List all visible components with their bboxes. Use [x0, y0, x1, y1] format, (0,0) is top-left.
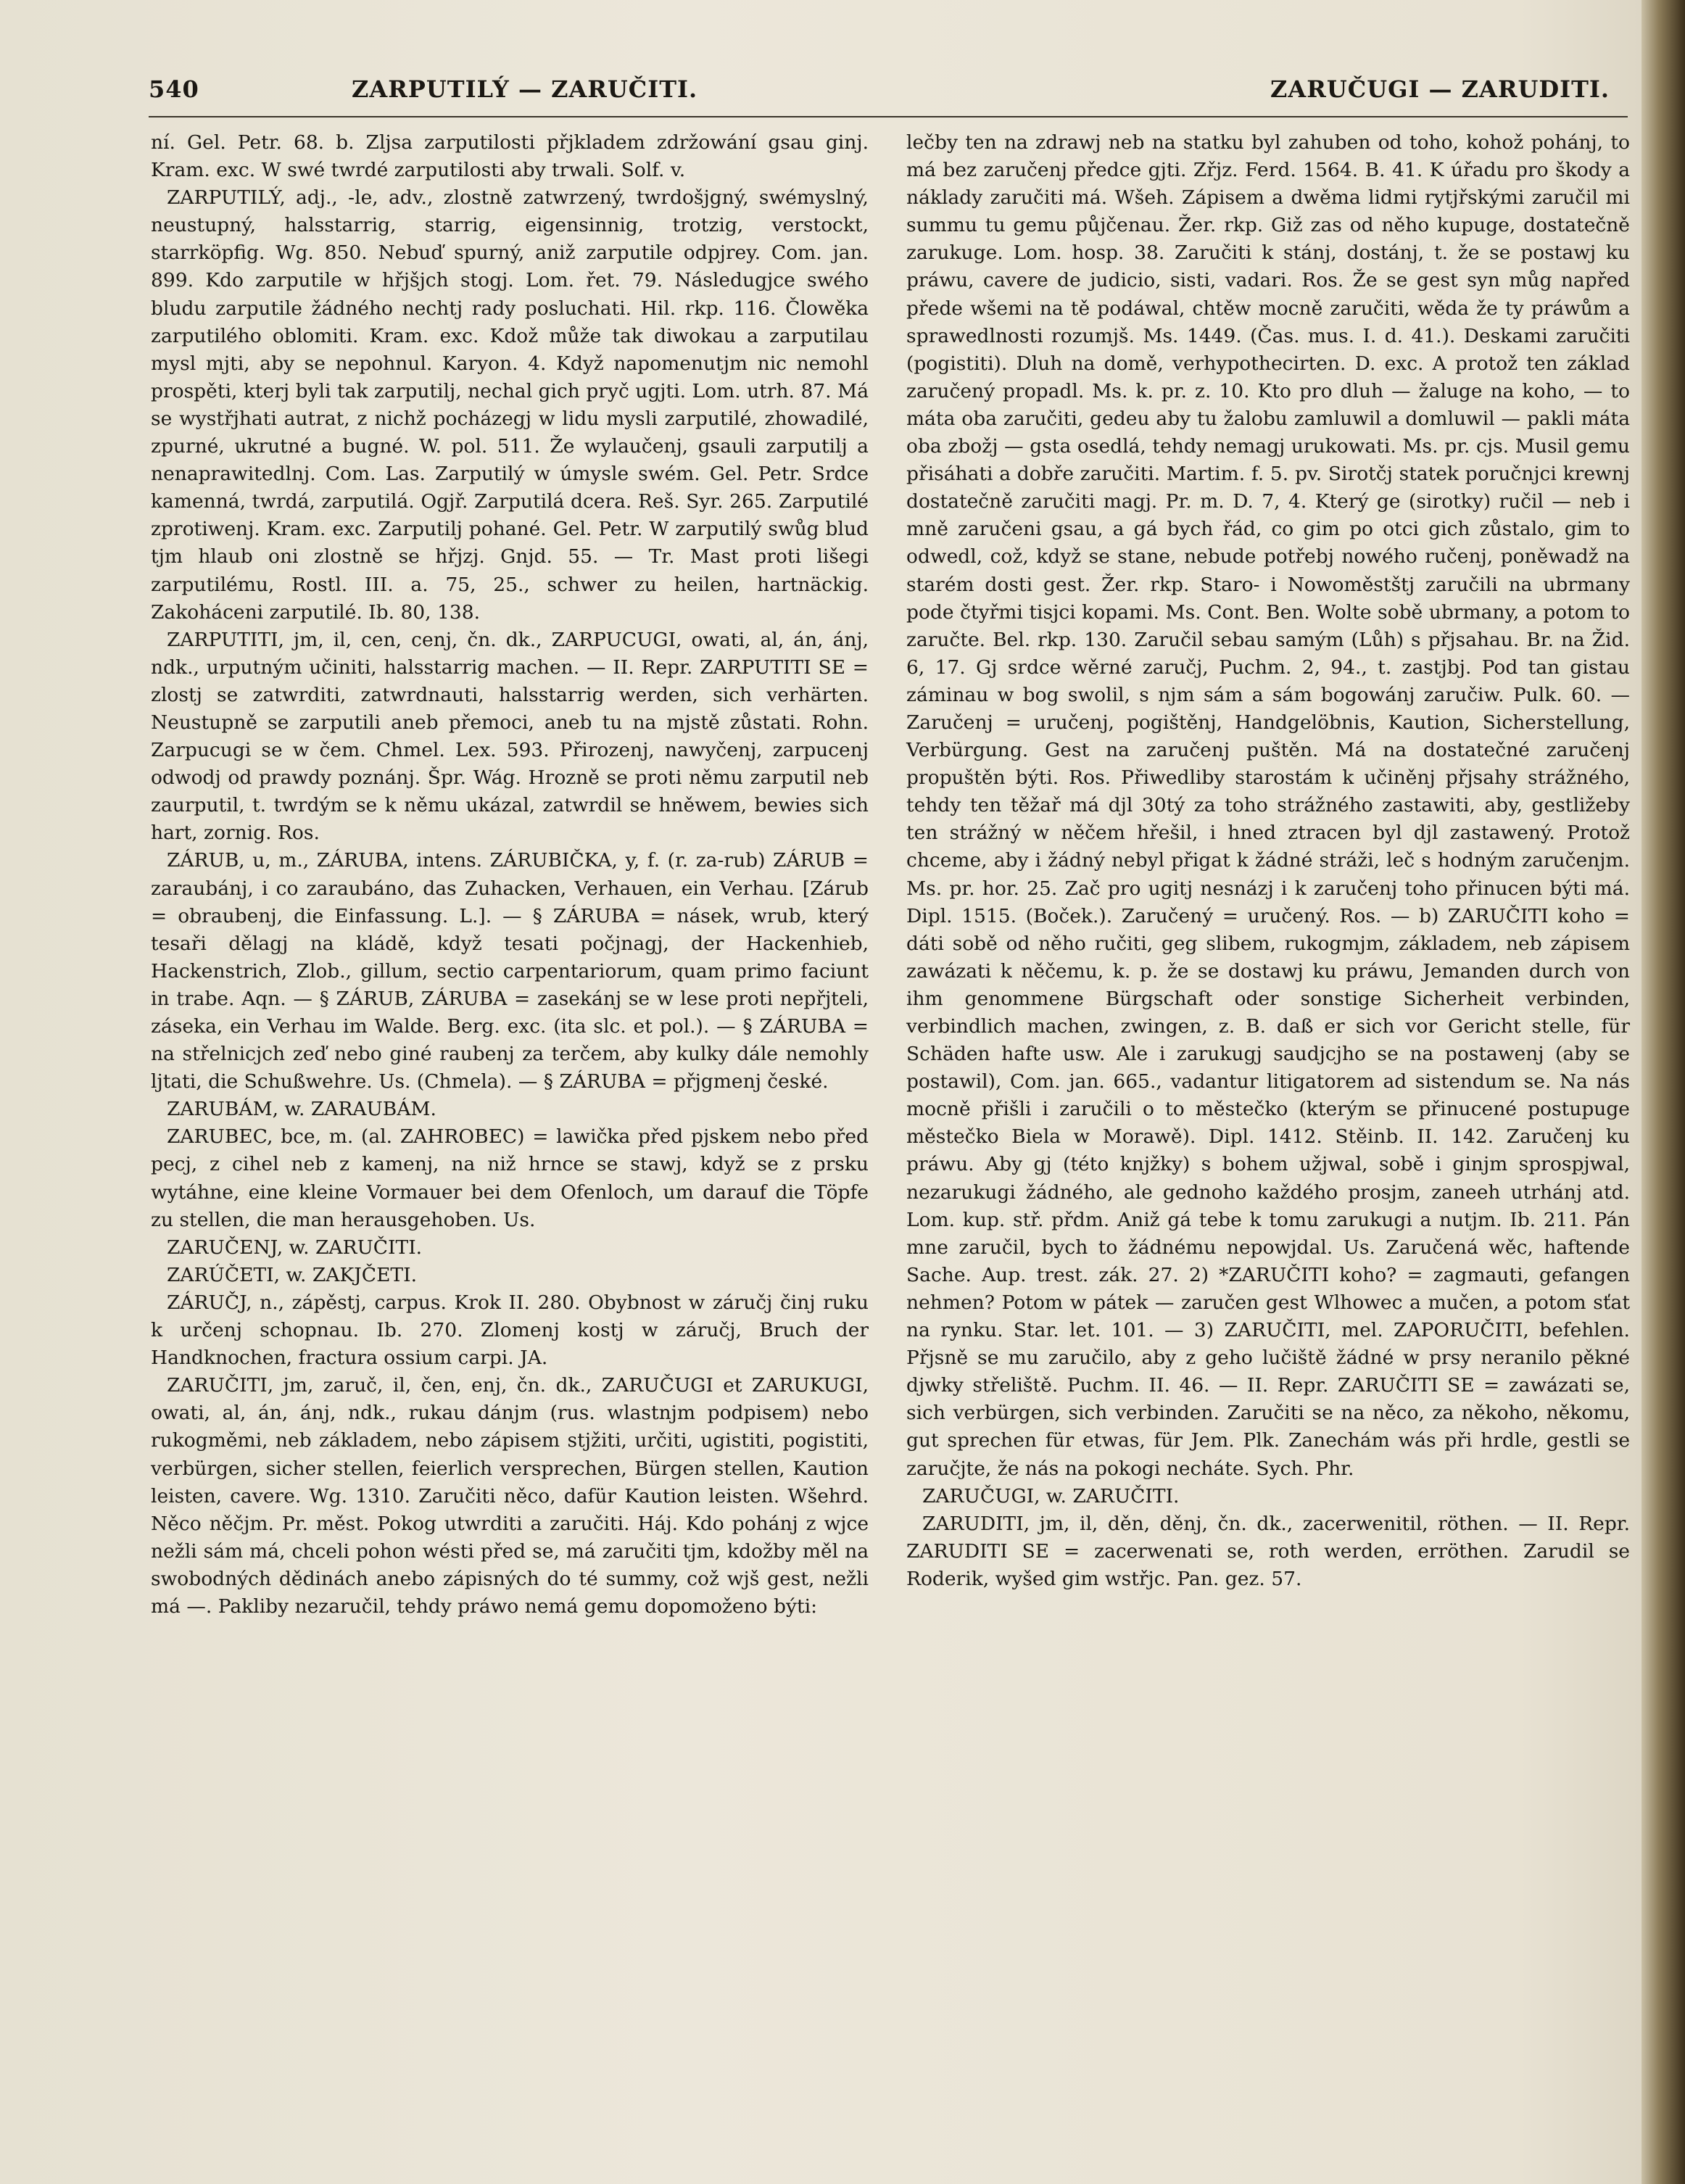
- entry-zarputily: ZARPUTILÝ, adj., -le, adv., zlostně zatwrzený, twrdošjgný, swémyslný, neustupný, halsstarrig, starrig, eigensinnig, trotzig, verstockt, starrköpfig. Wg. 850. Nebuď spurný, aniž zarputile odpjrey. Com. jan. 899. Kdo zarputile w hřjšjch stogj. Lom. řet. 79. Následugjce swého bludu zarputile žádného nechtj rady posluchati. Hil. rkp. 116. Člowěka zarputilého oblomiti. Kram. exc. Kdož může tak diwokau a zarputilau mysl mjti, aby se nepohnul. Karyon. 4. Když napomenutjm nic nemohl prospěti, kterj byli tak zarputilj, nechal gich pryč ugjti. Lom. utrh. 87. Má se wystřjhati autrat, z nichž pocházegj w lidu mysli zarputilé, zhowadilé, zpurné, ukrutné a bugné. W. pol. 511. Že wylaučenj, gsauli zarputilj a nenaprawitedlnj. Com. Las. Zarputilý w úmysle swém. Gel. Petr. Srdce kamenná, twrdá, zarputilá. Ogjř. Zarputilá dcera. Reš. Syr. 265. Zarputilé zprotiwenj. Kram. exc. Zarputilj pohané. Gel. Petr. W zarputilý swůg blud tjm hlaub oni zlostně se hřjzj. Gnjd. 55. — Tr. Mast proti lišegi zarputilému, Rostl. III. a. 75, 25., schwer zu heilen, hartnäckig. Zakoháceni zarputilé. Ib. 80, 138.: [151, 186, 869, 624]
- entry-zarputiti: ZARPUTITI, jm, il, cen, cenj, čn. dk., ZARPUCUGI, owati, al, án, ánj, ndk., urputným učiniti, halsstarrig machen. — II. Repr. ZARPUTITI SE = zlostj se zatwrditi, zatwrdnauti, halsstarrig werden, sich verhärten. Neustupně se zarputili aneb přemoci, aneb tu na mjstě zůstati. Rohn. Zarpucugi se w čem. Chmel. Lex. 593. Přirozenj, nawyčenj, zarpucenj odwodj od prawdy poznánj. Špr. Wág. Hrozně se proti němu zarputil neb zaurputil, t. twrdým se k němu ukázal, zatwrdil se hněwem, bewies sich hart, zornig. Ros.: [151, 628, 869, 845]
- entry-zaruciti-cont: lečby ten na zdrawj neb na statku byl zahuben od toho, kohož pohánj, to má bez zaručenj předce gjti. Zřjz. Ferd. 1564. B. 41. K úřadu pro škody a náklady zaručiti má. Wšeh. Zápisem a dwěma lidmi rytjřskými zaručil mi summu tu gemu půjčenau. Žer. rkp. Giž zas od něho kupuge, dostatečně zarukuge. Lom. hosp. 38. Zaručiti k stánj, dostánj, t. že se postawj ku práwu, cavere de judicio, sisti, vadari. Ros. Že se gest syn můg napřed přede wšemi na tě podáwal, chtěw mocně zaručiti, wěda že ty práwům a sprawedlnosti rozumjš. Ms. 1449. (Čas. mus. I. d. 41.). Deskami zaručiti (pogistiti). Dluh na domě, verhypothecirten. D. exc. A protož ten základ zaručený propadl. Ms. k. pr. z. 10. Kto pro dluh — žaluge na koho, — to máta oba zaručiti, gedeu aby tu žalobu zamluwil a domluwil — pakli máta oba zbožj — gsta osedlá, tehdy nemagj urukowati. Ms. pr. cjs. Musil gemu přisáhati a dobře zaručiti. Martim. f. 5. pv. Sirotčj statek poručnjci krewnj dostatečně zaručiti magj. Pr. m. D. 7, 4. Který ge (sirotky) ručil — neb i mně zaručeni gsau, a gá bych řád, co gim po otci gich zůstalo, gim to odwedl, což, když se stane, nebude potřebj nowého ručenj, poněwadž na starém dosti gest. Žer. rkp. Staro- i Nowoměstštj zaručili na ubrmany pode čtyřmi tisjci kopami. Ms. Cont. Ben. Wolte sobě ubrmany, a potom to zaručte. Bel. rkp. 130. Zaručil sebau samým (Lůh) s přjsahau. Br. na Žid. 6, 17. Gj srdce wěrné zaručj, Puchm. 2, 94., t. zastjbj. Pod tan gistau záminau w bog swolil, s njm sám a sám bogowánj zaručiw. Pulk. 60. — Zaručenj = uručenj, pogištěnj, Handgelöbnis, Kaution, Sicherstellung, Verbürgung. Gest na zaručenj puštěn. Má na dostatečné zaručenj propuštěn býti. Ros. Přiwedliby starostám k učiněnj přjsahy strážného, tehdy ten těžař má djl 30tý za toho strážného zastawiti, aby, gestližeby ten strážný w něčem hřešil, i hned ztracen byl djl zastawený. Protož chceme, aby i žádný nebyl přigat k žádné stráži, leč s hodným zaručenjm. Ms. pr. hor. 25. Zač pro ugitj nesnázj i k zaručenj toho přinucen býti má. Dipl. 1515. (Boček.). Zaručený = uručený. Ros. — b) ZARUČITI koho = dáti sobě od něho ručiti, geg slibem, rukogmjm, základem, neb zápisem zawázati k něčemu, k. p. že se dostawj ku práwu, Jemanden durch von ihm genommene Bürgschaft oder sonstige Sicherheit verbinden, verbindlich machen, zwingen, z. B. daß er sich vor Gericht stelle, für Schäden hafte usw. Ale i zarukugj saudjcjho se na postawenj (aby se postawil), Com. jan. 665., vadantur litigatorem ad sistendum se. Na nás mocně přišli i zaručili o to městečko (kterým se přinucené postupuge městečko Biela w Morawě). Dipl. 1412. Stěinb. II. 142. Zaručenj ku práwu. Aby gj (této knjžky) s bohem užjwal, sobě i ginjm sprospjwal, nezarukugi žádného, ale gednoho každého prosjm, zaneeh utrhánj atd. Lom. kup. stř. přdm. Aniž gá tebe k tomu zarukugi a nutjm. Ib. 211. Pán mne zaručil, bych to žádnému nepowjdal. Us. Zaručená wěc, haftende Sache. Aup. trest. zák. 27. 2) *ZARUČITI koho? = zagmauti, gefangen nehmen? Potom w pátek — zaručen gest Wlhowec a mučen, a potom sťat na rynku. Star. let. 101. — 3) ZARUČITI, mel. ZAPORUČITI, befehlen. Přjsně se mu zaručilo, aby z geho lučiště žádné w prsy neranilo pěkné djwky střeliště. Puchm. II. 46. — II. Repr. ZARUČITI SE = zawázati se, sich verbürgen, sich verbinden. Zaručiti se na něco, za někoho, někomu, gut sprechen für etwas, für Jem. Plk. Zanechám wás při hrdle, gestli se zaručjte, že nás na pokogi necháte. Sych. Phr.: [906, 131, 1630, 1480]
- entry-zarouceti: ZARÚČETI, w. ZAKJČETI.: [167, 1263, 417, 1286]
- left-running-head: ZARPUTILÝ — ZARUČITI.: [352, 75, 698, 103]
- right-column: [906, 129, 1630, 1593]
- entry-zarubec: ZARUBEC, bce, m. (al. ZAHROBEC) = lawička před pjskem nebo před pecj, z cihel neb z kamenj, na niž hrnce se stawj, když se z prsku wytáhne, eine kleine Vormauer bei dem Ofenloch, um darauf die Töpfe zu stellen, die man herausgehoben. Us.: [151, 1125, 869, 1231]
- entry-zaruditi: ZARUDITI, jm, il, děn, děnj, čn. dk., zacerwenitil, röthen. — II. Repr. ZARUDITI SE = zacerwenati se, roth werden, erröthen. Zarudil se Roderik, wyšed gim wstřjc. Pan. gez. 57.: [906, 1512, 1630, 1590]
- page-header: [149, 75, 1631, 112]
- book-spine-shadow: [1641, 0, 1685, 2184]
- entry-zarputilost-cont: ní. Gel. Petr. 68. b. Zljsa zarputilosti přjkladem zdržowání gsau ginj. Kram. exc. W swé twrdé zarputilosti aby trwali. Solf. v.: [151, 131, 869, 182]
- entry-zarucenj: ZARUČENJ, w. ZARUČITI.: [167, 1236, 423, 1259]
- entry-zarucugi: ZARUČUGI, w. ZARUČITI.: [922, 1484, 1180, 1507]
- header-rule: [149, 116, 1628, 117]
- entry-zarucj: ZÁRUČJ, n., zápěstj, carpus. Krok II. 280. Obybnost w záručj činj ruku k určenj schopnau. Ib. 270. Zlomenj kostj w záručj, Bruch der Handknochen, fractura ossium carpi. JA.: [151, 1291, 869, 1370]
- page-number: 540: [149, 75, 199, 103]
- entry-zarubam: ZARUBÁM, w. ZARAUBÁM.: [167, 1098, 436, 1121]
- left-column: [151, 129, 869, 1621]
- entry-zaruciti: ZARUČITI, jm, zaruč, il, čen, enj, čn. dk., ZARUČUGI et ZARUKUGI, owati, al, án, ánj, ndk., rukau dánjm (rus. wlastnjm podpisem) nebo rukogměmi, neb základem, nebo zápisem stjžiti, určiti, ugistiti, pogistiti, verbürgen, sicher stellen, feierlich versprechen, Bürgen stellen, Kaution leisten, cavere. Wg. 1310. Zaručiti něco, dafür Kaution leisten. Wšehrd. Něco něčjm. Pr. měst. Pokog utwrditi a zaručiti. Háj. Kdo pohánj z wjce nežli sám má, chceli pohon wésti před se, má zaručiti tjm, kdožby měl na swobodných dědinách anebo zápisných do té summy, což wjš gest, nežli má —. Pakliby nezaručil, tehdy práwo nemá gemu dopomoženo býti:: [151, 1374, 869, 1618]
- right-running-head: ZARUČUGI — ZARUDITI.: [1270, 75, 1610, 103]
- entry-zarub: ZÁRUB, u, m., ZÁRUBA, intens. ZÁRUBIČKA, y, f. (r. za-rub) ZÁRUB = zaraubánj, i co zaraubáno, das Zuhacken, Verhauen, ein Verhau. [Zárub = obraubenj, die Einfassung. L.]. — § ZÁRUBA = násek, wrub, který tesaři dělagj na kládě, když tesati počjnagj, der Hackenhieb, Hackenstrich, Zlob., gillum, sectio carpentariorum, quam primo faciunt in trabe. Aqn. — § ZÁRUB, ZÁRUBA = zasekánj se w lese proti nepřjteli, záseka, ein Verhau im Walde. Berg. exc. (ita slc. et pol.). — § ZÁRUBA = na střelnicjch zeď nebo giné raubenj za terčem, aby kulky dále nemohly ljtati, die Schußwehre. Us. (Chmela). — § ZÁRUBA = přjgmenj české.: [151, 849, 869, 1093]
